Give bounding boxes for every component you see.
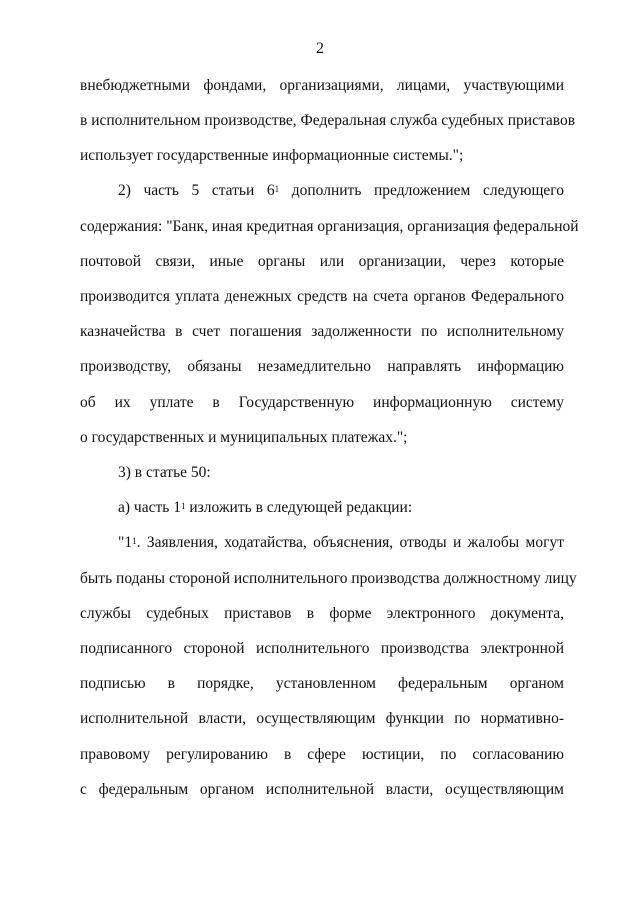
line-text: 2) часть 5 статьи 6 [118, 182, 275, 199]
text-line: внебюджетными фондами, организациями, лицами, участвующими [80, 77, 564, 94]
text-line: использует государственные информационные системы."; [80, 147, 464, 164]
text-line [118, 533, 564, 553]
text-line: быть поданы стороной исполнительного производства должностному лицу [80, 570, 577, 587]
superscript: 1 [132, 536, 137, 546]
text-line: правовому регулированию в сфере юстиции, по согласованию [80, 746, 564, 763]
text-line: об их уплате в Государственную информационную систему [80, 394, 564, 411]
text-line: службы судебных приставов в форме электронного документа, [80, 605, 564, 622]
text-line: о государственных и муниципальных платежах."; [80, 429, 408, 446]
text-line: подписью в порядке, установленном федеральным органом [80, 675, 564, 692]
text-line: подписанного стороной исполнительного производства электронной [80, 640, 564, 657]
text-line: производству, обязаны незамедлительно направлять информацию [80, 358, 564, 375]
text-line: с федеральным органом исполнительной власти, осуществляющим [80, 781, 564, 798]
text-line: казначейства в счет погашения задолженности по исполнительному [80, 323, 564, 340]
line-text: "1 [118, 534, 133, 551]
superscript: 1 [274, 184, 280, 194]
text-line: в исполнительном производстве, Федеральная служба судебных приставов [80, 112, 576, 129]
text-line [118, 181, 564, 201]
text-line: 3) в статье 50: [118, 464, 211, 481]
text-line: содержания: "Банк, иная кредитная организация, организация федеральной [80, 218, 579, 235]
superscript: 1 [180, 501, 186, 511]
text-line: производится уплата денежных средств на счета органов Федерального [80, 288, 564, 305]
line-text: . Заявления, ходатайства, объяснения, отводы и жалобы могут [136, 534, 564, 551]
line-text: дополнить предложением следующего [279, 182, 564, 199]
page-number: 2 [316, 40, 324, 57]
text-line: исполнительной власти, осуществляющим функции по нормативно- [80, 710, 564, 727]
text-line: почтовой связи, иные органы или организации, через которые [80, 253, 564, 270]
line-text: а) часть 1 [118, 499, 181, 516]
line-text: изложить в следующей редакции: [185, 499, 413, 516]
text-line [118, 498, 564, 518]
